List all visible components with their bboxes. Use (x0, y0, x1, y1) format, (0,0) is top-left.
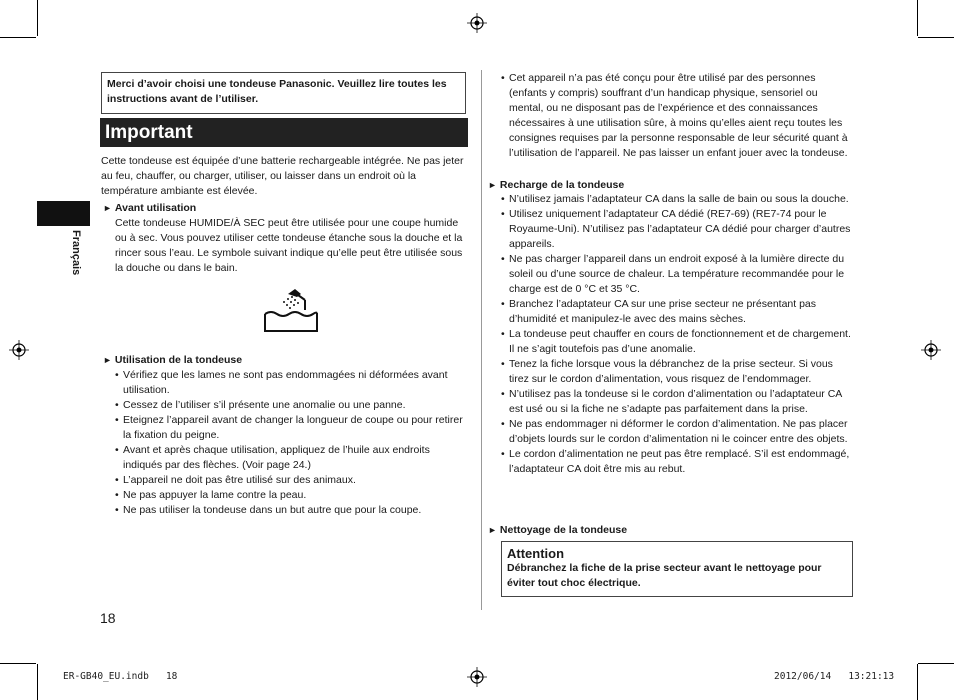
language-tab (37, 201, 90, 226)
registration-mark-icon (467, 667, 487, 687)
shower-bath-icon (262, 288, 320, 334)
crop-mark (0, 37, 36, 38)
list-item: • La tondeuse peut chauffer en cours de fonctionnement et de chargement. Il ne s’agit toutefois pas d’une anomalie. (501, 327, 851, 357)
list-item: • Avant et après chaque utilisation, appliquez de l’huile aux endroits indiqués par des flèches. (Voir page 24.) (115, 443, 467, 473)
list-item: • Eteignez l’appareil avant de changer la longueur de coupe ou pour retirer la fixation du peigne. (115, 413, 467, 443)
subsection-label: Utilisation de la tondeuse (114, 354, 243, 366)
crop-mark (917, 0, 918, 36)
crop-mark (37, 0, 38, 36)
footer-file: ER-GB40_EU.indb 18 (63, 671, 178, 682)
registration-mark-icon (9, 340, 29, 360)
attention-title: Attention (507, 546, 565, 561)
crop-mark (917, 664, 918, 700)
attention-text: Débranchez la fiche de la prise secteur avant le nettoyage pour éviter tout choc électrique. (507, 562, 822, 589)
intro-paragraph: Cette tondeuse est équipée d’une batterie rechargeable intégrée. Ne pas jeter au feu, chauffer, ou charger, utiliser, ou laisser dans un endroit où la température ambiante est élevée. (101, 155, 464, 197)
list-item: • Cet appareil n’a pas été conçu pour être utilisé par des personnes (enfants y compris) souffrant d’un handicap physique, sensoriel ou mental, ou ne disposant pas de l’expérience et des connaissances nécessaires à une utilisation sûre, à moins qu’elles aient reçu toutes les consignes requises par la personne responsable de leur sécurité quant à l’utilisation de l’appareil. Ne pas laisser un enfant jouer avec la tondeuse. (501, 71, 851, 161)
subsection-title-utilisation (103, 353, 242, 368)
subsection-label: Avant utilisation (114, 202, 197, 214)
list-item: • Branchez l’adaptateur CA sur une prise secteur ne présentant pas d’humidité et manipulez-le avec des mains sèches. (501, 297, 851, 327)
crop-mark (918, 37, 954, 38)
triangle-icon: ► (103, 355, 112, 365)
footer-datetime: 2012/06/14 13:21:13 (774, 671, 895, 682)
crop-mark (37, 664, 38, 700)
subsection-label: Nettoyage de la tondeuse (499, 524, 628, 536)
triangle-icon: ► (488, 180, 497, 190)
registration-mark-icon (467, 13, 487, 33)
triangle-icon: ► (103, 203, 112, 213)
registration-mark-icon (921, 340, 941, 360)
page-number: 18 (100, 610, 116, 626)
list-item: • Ne pas charger l’appareil dans un endroit exposé à la lumière directe du soleil ou d’une source de chaleur. La température recommandée pour le charge est de 0 °C et 35 °C. (501, 252, 851, 297)
section-heading: Important (100, 118, 468, 147)
avant-paragraph: Cette tondeuse HUMIDE/À SEC peut être utilisée pour une coupe humide ou à sec. Vous pouvez utiliser cette tondeuse étanche sous la douche et la rincer sous l’eau. Le symbole suivant indique qu’elle peut être utilisée sous la douche ou dans le bain. (115, 217, 463, 274)
list-item: • Tenez la fiche lorsque vous la débranchez de la prise secteur. Si vous tirez sur le cordon d’alimentation, vous risquez de l’endommager. (501, 357, 851, 387)
list-item: • N’utilisez pas la tondeuse si le cordon d’alimentation ou l’adaptateur CA est usé ou si la fiche ne s’adapte pas parfaitement dans la prise. (501, 387, 851, 417)
crop-mark (0, 663, 36, 664)
attention-box (501, 541, 853, 597)
triangle-icon: ► (488, 525, 497, 535)
subsection-label: Recharge de la tondeuse (499, 179, 625, 191)
list-item: • Ne pas utiliser la tondeuse dans un but autre que pour la coupe. (115, 503, 467, 518)
list-item: • Ne pas endommager ni déformer le cordon d’alimentation. Ne pas placer d’objets lourds sur le cordon d’alimentation ni le coincer entre des objets. (501, 417, 851, 447)
subsection-title-avant (103, 201, 196, 216)
utilisation-list (115, 368, 467, 518)
list-item: • Le cordon d’alimentation ne peut pas être remplacé. S’il est endommagé, l’adaptateur CA doit être mis au rebut. (501, 447, 851, 477)
recharge-list (501, 192, 851, 477)
safety-list (501, 71, 851, 161)
notice-box: Merci d’avoir choisi une tondeuse Panasonic. Veuillez lire toutes les instructions avant de l’utiliser. (101, 72, 466, 114)
list-item: • Cessez de l’utiliser s’il présente une anomalie ou une panne. (115, 398, 467, 413)
column-divider (481, 70, 482, 610)
list-item: • Utilisez uniquement l’adaptateur CA dédié (RE7-69) (RE7-74 pour le Royaume-Uni). N’utilisez pas l’adaptateur CA dédié pour charger d’autres appareils. (501, 207, 851, 252)
subsection-title-nettoyage (488, 523, 627, 538)
list-item: • N’utilisez jamais l’adaptateur CA dans la salle de bain ou sous la douche. (501, 192, 851, 207)
language-label: Français (70, 230, 82, 276)
subsection-title-recharge (488, 178, 624, 193)
list-item: • Vérifiez que les lames ne sont pas endommagées ni déformées avant utilisation. (115, 368, 467, 398)
crop-mark (918, 663, 954, 664)
list-item: • Ne pas appuyer la lame contre la peau. (115, 488, 467, 503)
list-item: • L’appareil ne doit pas être utilisé sur des animaux. (115, 473, 467, 488)
